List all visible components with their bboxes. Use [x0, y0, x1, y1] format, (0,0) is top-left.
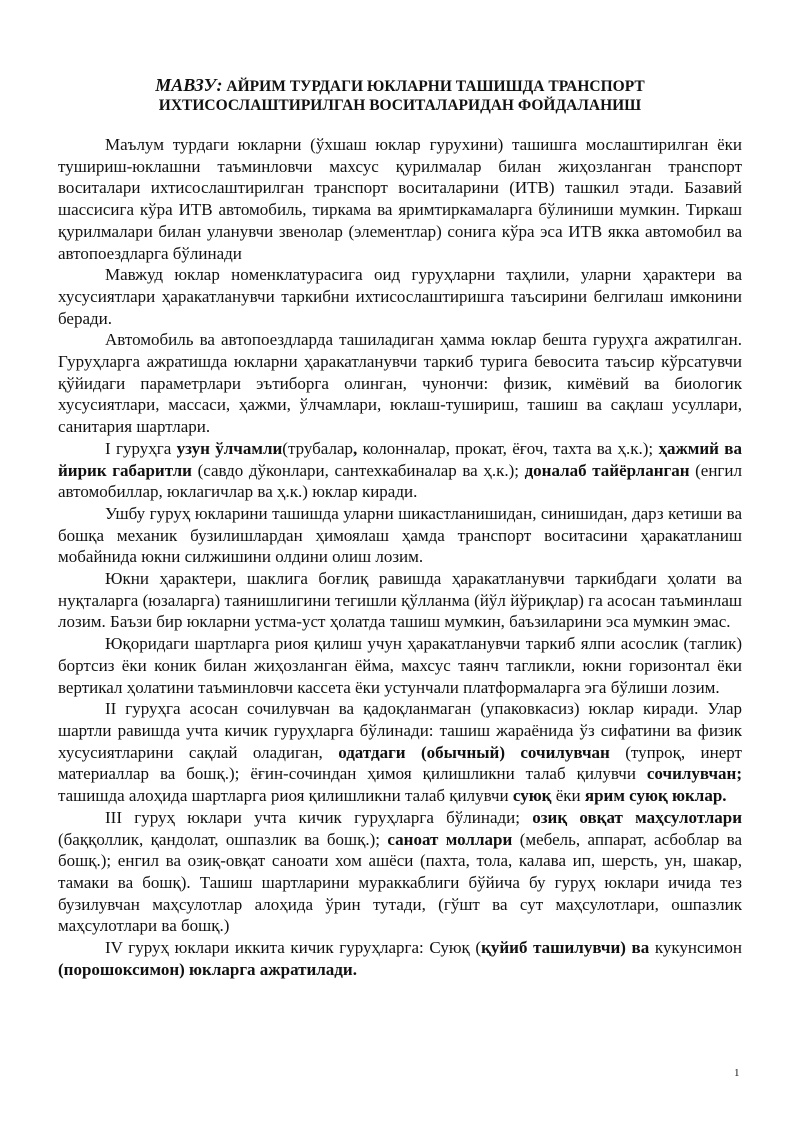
text-run: колонналар, прокат, ёғоч, тахта ва ҳ.к.); [357, 438, 659, 458]
body-paragraph [58, 807, 742, 937]
bold-term: суюқ [512, 786, 552, 806]
text-run: (тупроқ, инерт материаллар ва бошқ.); ёғин-сочиндан ҳимоя қилишликни талаб қилувчи [58, 742, 742, 784]
bold-term: ҳажмий ва йирик габаритли [58, 438, 742, 480]
bold-term: одатдаги (обычный) сочилувчан [338, 742, 610, 762]
text-run: (савдо дўконлари, сантехкабиналар ва ҳ.к.); [191, 460, 525, 480]
text-run: кукунсимон [649, 938, 742, 958]
bold-term: , [353, 438, 358, 458]
text-run: Ушбу гуруҳ юкларини ташишда уларни шикастланишидан, синишидан, дарз кетиши ва бошқа механик бузилишлардан ҳимоялаш ҳамда транспорт воситасини ҳаракатланиш мобайнида юкни силжишини олдини олиш лозим. [58, 503, 742, 567]
text-run: IV гуруҳ юклари иккита кичик гуруҳларга: Суюқ ( [105, 938, 482, 958]
text-run: II гуруҳга асосан сочилувчан ва қадоқланмаган (упаковкасиз) юклар киради. Улар шартли равишда учта кичик гуруҳларга бўлинади: ташиш жараёнида ўз сифатини ва физик хусусиятларини сақлай оладиган, [58, 699, 742, 762]
text-run: Маълум турдаги юкларни (ўхшаш юклар гурухини) ташишга мослаштирилган ёки тушириш-юклашни таъминловчи махсус қурилмалар билан жиҳозланган транспорт воситалари ихтисослаштирилган транспорт воситаларини (ИТВ) ташкил этади. Базавий шассисига кўра ИТВ автомобиль, тиркама ва яримтиркамаларга бўлиниши мумкин. Тиркаш қурилмалари билан уланувчи звенолар (элементлар) сонига кўра эса ИТВ якка автомобил ва автопоездларга бўлинади [58, 135, 742, 263]
text-run: Автомобиль ва автопоездларда ташиладиган ҳамма юклар бешта гуруҳга ажратилган. Гуруҳларга ажратишда юкларни ҳаракатланувчи таркиб турига бевосита таъсир кўрсатувчи қўйидаги параметрлари эътиборга олинган, чунончи: физик, кимёвий ва биологик хусусиятлари, массаси, ҳажми, ўлчамлари, юклаш-тушириш, ташиш ва сақлаш усуллари, санитария шартлари. [58, 330, 742, 437]
bold-term: ярим суюқ юклар. [584, 786, 727, 806]
page-number: 1 [734, 1067, 740, 1079]
text-run: I гуруҳга [105, 438, 177, 458]
body-paragraph [58, 264, 742, 329]
text-run: (мебель, аппарат, асбоблар ва бошқ.); енгил ва озиқ-овқат саноати хом ашёси (пахта, тола, калава ип, шерсть, ун, шакар, тамаки ва бошқ). Ташиш шартларини мураккаблиги бўйича бу гуруҳ юклари ичида тез бузилувчан маҳсулотлар алоҳида ўрин тутади, (гўшт ва сут маҳсулотлари, ошпазлик маҳсулотлари ва бошқ.) [58, 829, 742, 936]
text-run: III гуруҳ юклари учта кичик гуруҳларга бўлинади; [105, 807, 533, 827]
text-run: Юкни ҳарактери, шаклига боғлиқ равишда ҳаракатланувчи таркибдаги ҳолати ва нуқталарга (юзаларга) таянишлигини тегишли қўлланма (йўл йўриқлар) га асосан таъминлаш лозим. Баъзи бир юкларни устма-уст ҳолатда ташиш мумкин, баъзиларини эса мумкин эмас. [58, 569, 742, 632]
text-run: (баққоллик, қандолат, ошпазлик ва бошқ.); [58, 829, 388, 849]
bold-term: (порошоксимон) юкларга ажратилади. [58, 959, 357, 979]
bold-term: саноат моллари [387, 829, 513, 849]
body-paragraph [58, 503, 742, 568]
text-run: (енгил автомобиллар, юклагичлар ва ҳ.к.) юклар киради. [58, 460, 742, 502]
body-paragraph [58, 438, 742, 503]
text-run: ташишда алоҳида шартларга риоя қилишликни талаб қилувчи [58, 786, 513, 806]
bold-term: узун ўлчамли [176, 438, 283, 458]
bold-term: сочилувчан; [646, 764, 742, 784]
body-paragraph [58, 568, 742, 633]
text-run: Юқоридаги шартларга риоя қилиш учун ҳаракатланувчи таркиб ялпи асослик (таглик) бортсиз ёки коник билан жиҳозланган ёйма, махсус таянч тагликли, юкни горизонтал ёки вертикал ҳолатини таъминловчи кассета ёки устунчали платформаларга эга бўлиши лозим. [58, 634, 742, 697]
body-paragraph [58, 698, 742, 807]
bold-term: озиқ овқат маҳсулотлари [532, 807, 742, 827]
text-run: (трубалар [282, 438, 354, 458]
title-lead: МАВЗУ: [155, 75, 223, 95]
body-paragraph [58, 329, 742, 438]
document-body [58, 134, 742, 980]
body-paragraph [58, 134, 742, 264]
body-paragraph [58, 633, 742, 698]
title-text: АЙРИМ ТУРДАГИ ЮКЛАРНИ ТАШИШДА ТРАНСПОРТ ИХТИСОСЛАШТИРИЛГАН ВОСИТАЛАРИДАН ФОЙДАЛАНИШ [158, 78, 645, 114]
bold-term: доналаб тайёрланган [524, 460, 690, 480]
bold-term: қуйиб ташилувчи) ва [481, 938, 650, 958]
text-run: ёки [551, 786, 585, 806]
document-title [58, 76, 742, 115]
body-paragraph [58, 937, 742, 980]
text-run: Мавжуд юклар номенклатурасига оид гуруҳларни таҳлили, уларни ҳарактери ва хусусиятлари ҳаракатланувчи таркибни ихтисослаштиришга таъсирини белгилаш имконини беради. [58, 265, 742, 328]
